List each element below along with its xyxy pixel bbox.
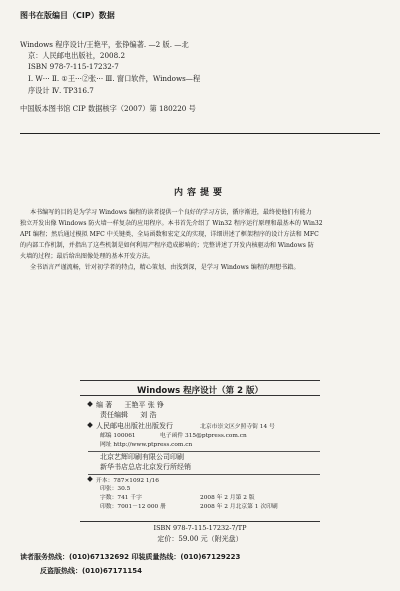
diamond-bullet-icon: [87, 422, 93, 428]
printing: 2008 年 2 月北京第 1 次印刷: [200, 504, 278, 510]
book-title: Windows 程序设计（第 2 版）: [137, 386, 263, 396]
edition: 2008 年 2 月第 2 版: [200, 495, 255, 501]
authors-row: [88, 402, 164, 409]
cip-record-number: 中国版本图书馆 CIP 数据核字（2007）第 180220 号: [20, 104, 196, 113]
printer: 北京艺辉印刷有限公司印刷: [100, 453, 184, 461]
summary-line: 独立开发出像 Windows 防火墙一样复杂的应用程序。本书首先介绍了 Win32 程序运行原理和最基本的 Win32: [20, 220, 323, 227]
distributor: 新华书店总店北京发行所经销: [100, 463, 191, 471]
cip-heading: 图书在版编目（CIP）数据: [20, 11, 115, 20]
colophon-box: [80, 380, 320, 533]
summary-line: 的内部工作机制，并指出了这些机制是如何利用产程序造成影响的；完整讲述了开发内核驱动和 Windows 防: [20, 242, 314, 249]
publisher: 人民邮电出版社出版发行: [96, 422, 173, 430]
format-row: [88, 477, 159, 485]
words: 字数：741 千字: [100, 495, 142, 501]
cip-line: Windows 程序设计/王艳平，张铮编著. —2 版. —北: [20, 40, 189, 49]
editor-row: [100, 412, 156, 419]
isbn: ISBN 978-7-115-17232-7/TP: [153, 524, 247, 532]
address: 北京市崇文区夕照寺街 14 号: [200, 424, 275, 430]
editor-label: 责任编辑: [100, 411, 128, 419]
summary-line: 火墙的过程；最后给出图像处理的基本开发方法。: [20, 253, 155, 260]
hotline-row: 读者服务热线：(010)67132692 印装质量热线：(010)67129223: [20, 553, 241, 561]
hotline-row: 反盗版热线：(010)67171154: [40, 567, 142, 575]
colophon-bottom-rule: [80, 521, 320, 522]
summary-line: 全书语言严谨流畅，针对初学者的特点，精心策划、由浅到深，是学习 Windows 编程的理想书籍。: [30, 264, 300, 271]
editor: 刘 浩: [140, 411, 157, 419]
cip-line: 序设计 Ⅳ. TP316.7: [28, 86, 94, 95]
website: 网址 http://www.ptpress.com.cn: [100, 442, 193, 448]
colophon-divider: [88, 451, 320, 452]
diamond-bullet-icon: [87, 401, 93, 407]
diamond-bullet-icon: [87, 476, 93, 482]
authors: 王艳平 张 铮: [124, 401, 164, 409]
cip-divider: [20, 133, 380, 134]
cip-line: Ⅰ. W··· Ⅱ. ①王···②张··· Ⅲ. 窗口软件，Windows—程: [28, 74, 201, 83]
cip-line: ISBN 978-7-115-17232-7: [28, 62, 119, 71]
price: 定价：59.00 元（附光盘）: [157, 535, 243, 543]
sheets: 印张：30.5: [100, 486, 131, 492]
summary-title: 内容提要: [173, 188, 226, 198]
colophon-divider: [88, 474, 320, 475]
summary-line: API 编程；然后通过模拟 MFC 中关键类、全局函数和宏定义的实现，详细讲述了框架程序的设计方法和 MFC: [20, 231, 319, 238]
print-count: 印数：7001－12 000 册: [100, 504, 166, 510]
colophon-top-rule: [80, 380, 320, 381]
title-rule: [80, 395, 320, 396]
cip-line: 京：人民邮电出版社，2008.2: [28, 51, 126, 60]
summary-line: 本书编写的目的是为学习 Windows 编程的读者提供一个良好的学习方法，循序渐进，最终使他们有能力: [30, 209, 312, 216]
format: 开本：787×1092 1/16: [96, 478, 159, 484]
postcode: 邮编 100061: [100, 433, 136, 439]
email: 电子函件 315@ptpress.com.cn: [160, 433, 247, 439]
authors-label: 编 著: [96, 401, 113, 409]
publisher-row: [88, 423, 173, 430]
